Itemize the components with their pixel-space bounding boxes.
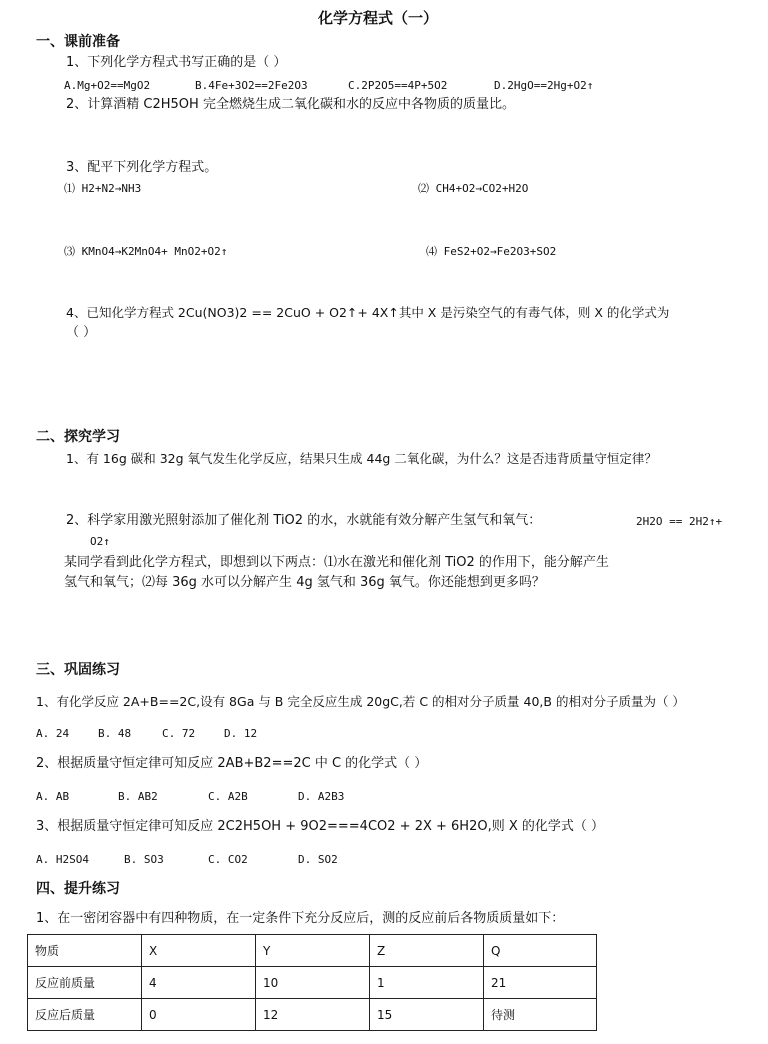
paragraph-line-2: 氢气和氧气；⑵每 36g 水可以分解产生 4g 氢气和 36g 氧气。你还能想到更多吗？ — [64, 575, 545, 590]
question-4-1: 1、在一密闭容器中有四种物质，在一定条件下充分反应后，测的反应前后各物质质量如下： — [36, 911, 565, 926]
question-1-1: 1、下列化学方程式书写正确的是（ ） — [66, 55, 287, 70]
option-c: C. CO2 — [208, 853, 248, 866]
equation-water: 2H2O == 2H2↑+ — [636, 515, 723, 528]
equation-item-1: ⑴ H2+N2→NH3 — [64, 182, 142, 195]
section-heading-4: 四、提升练习 — [36, 881, 120, 897]
section-heading-2: 二、探究学习 — [36, 429, 120, 445]
table-cell: 待测 — [484, 999, 597, 1031]
question-1-4-answer: （ ） — [66, 325, 97, 340]
option-d: D. SO2 — [298, 853, 338, 866]
table-row — [28, 967, 597, 999]
option-b: B. 48 — [98, 727, 132, 740]
mass-table — [27, 934, 597, 1031]
question-2-1: 1、有 16g 碳和 32g 氧气发生化学反应，结果只生成 44g 二氧化碳，为什么？这是否违背质量守恒定律？ — [66, 451, 657, 466]
table-cell: 物质 — [28, 935, 142, 967]
table-cell: 15 — [370, 999, 484, 1031]
section-heading-1: 一、课前准备 — [36, 34, 120, 50]
table-cell: 1 — [370, 967, 484, 999]
option-a: A.Mg+O2==MgO2 — [64, 79, 151, 92]
table-row — [28, 999, 597, 1031]
equation-item-2: ⑵ CH4+O2→CO2+H2O — [418, 182, 529, 195]
question-2-2: 2、科学家用激光照射添加了催化剂 TiO2 的水，水就能有效分解产生氢气和氧气： — [66, 513, 542, 528]
section-heading-3: 三、巩固练习 — [36, 662, 120, 678]
table-cell: 反应前质量 — [28, 967, 142, 999]
table-cell: 反应后质量 — [28, 999, 142, 1031]
page-title: 化学方程式（一） — [318, 9, 439, 27]
table-cell: X — [142, 935, 256, 967]
table-cell: 21 — [484, 967, 597, 999]
option-c: C. 72 — [162, 727, 196, 740]
equation-item-4: ⑷ FeS2+O2→Fe2O3+SO2 — [426, 245, 557, 258]
question-3-2: 2、根据质量守恒定律可知反应 2AB+B2==2C 中 C 的化学式（ ） — [36, 756, 428, 771]
table-cell: Z — [370, 935, 484, 967]
table-cell: Y — [256, 935, 370, 967]
question-1-4: 4、已知化学方程式 2Cu(NO3)2 == 2CuO + O2↑+ 4X↑其中 X 是污染空气的有毒气体，则 X 的化学式为 — [66, 305, 670, 320]
paragraph-line-1: 某同学看到此化学方程式，即想到以下两点：⑴水在激光和催化剂 TiO2 的作用下，能分解产生 — [64, 555, 609, 570]
option-d: D.2HgO==2Hg+O2↑ — [494, 79, 594, 92]
table-cell: Q — [484, 935, 597, 967]
option-c: C. A2B — [208, 790, 248, 803]
option-a: A. H2SO4 — [36, 853, 89, 866]
question-1-2: 2、计算酒精 C2H5OH 完全燃烧生成二氧化碳和水的反应中各物质的质量比。 — [66, 97, 515, 112]
table-row — [28, 935, 597, 967]
equation-item-3: ⑶ KMnO4→K2MnO4+ MnO2+O2↑ — [64, 245, 228, 258]
table-cell: 12 — [256, 999, 370, 1031]
option-b: B. SO3 — [124, 853, 164, 866]
table-cell: 4 — [142, 967, 256, 999]
option-d: D. A2B3 — [298, 790, 345, 803]
equation-water-cont: O2↑ — [90, 535, 110, 548]
question-1-3: 3、配平下列化学方程式。 — [66, 160, 218, 175]
option-a: A. AB — [36, 790, 70, 803]
table-cell: 0 — [142, 999, 256, 1031]
option-a: A. 24 — [36, 727, 70, 740]
option-d: D. 12 — [224, 727, 258, 740]
question-3-3: 3、根据质量守恒定律可知反应 2C2H5OH + 9O2===4CO2 + 2X + 6H2O,则 X 的化学式（ ） — [36, 819, 605, 834]
option-b: B. AB2 — [118, 790, 158, 803]
option-b: B.4Fe+3O2==2Fe2O3 — [195, 79, 308, 92]
option-c: C.2P2O5==4P+5O2 — [348, 79, 448, 92]
table-cell: 10 — [256, 967, 370, 999]
question-3-1: 1、有化学反应 2A+B==2C,设有 8Ga 与 B 完全反应生成 20gC,若 C 的相对分子质量 40,B 的相对分子质量为（ ） — [36, 694, 685, 709]
